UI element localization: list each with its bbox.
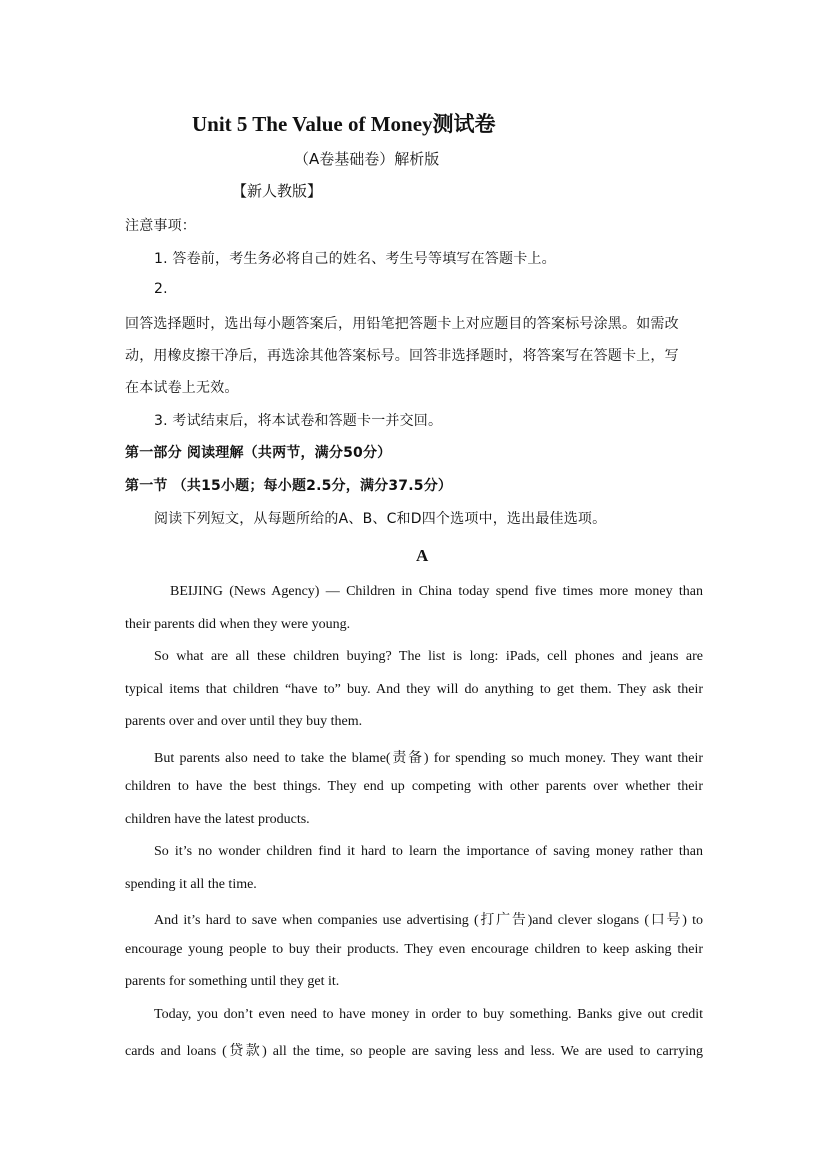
passage-line: children to have the best things. They end up competing with other parents over whether their: [125, 779, 703, 794]
notice-item-3: 3. 考试结束后，将本试卷和答题卡一并交回。: [154, 413, 443, 429]
notice-item-2-line-3: 在本试卷上无效。: [125, 380, 239, 396]
passage-line: parents over and over until they buy them.: [125, 714, 363, 729]
passage-line: typical items that children “have to” buy. And they will do anything to get them. They ask their: [125, 682, 703, 697]
passage-line: So what are all these children buying? The list is long: iPads, cell phones and jeans are: [154, 649, 703, 664]
passage-line: Today, you don’t even need to have money in order to buy something. Banks give out credit: [154, 1007, 703, 1022]
passage-line: their parents did when they were young.: [125, 617, 351, 632]
section-heading: 第一节 （共15小题；每小题2.5分，满分37.5分）: [125, 478, 453, 494]
notice-item-2-line-2: 动，用橡皮擦干净后，再选涂其他答案标号。回答非选择题时，将答案写在答题卡上，写: [125, 348, 679, 364]
notice-item-2-line-1: 回答选择题时，选出每小题答案后，用铅笔把答题卡上对应题目的答案标号涂黑。如需改: [125, 316, 679, 332]
passage-line: cards and loans (贷款) all the time, so people are saving less and less. We are used to carrying: [125, 1044, 703, 1059]
passage-line: spending it all the time.: [125, 877, 257, 892]
notice-item-1: 1. 答卷前，考生务必将自己的姓名、考生号等填写在答题卡上。: [154, 251, 556, 267]
notice-item-2-number: 2.: [154, 281, 168, 297]
document-title: Unit 5 The Value of Money测试卷: [192, 112, 496, 136]
part-heading: 第一部分 阅读理解（共两节，满分50分）: [125, 445, 392, 461]
notice-heading: 注意事项：: [125, 218, 196, 234]
passage-line: encourage young people to buy their products. They even encourage children to keep asking their: [125, 942, 703, 957]
document-subtitle: （A卷基础卷）解析版: [294, 150, 440, 168]
passage-line: BEIJING (News Agency) — Children in China today spend five times more money than: [170, 584, 703, 599]
passage-label: A: [416, 546, 429, 565]
section-instruction: 阅读下列短文，从每题所给的A、B、C和D四个选项中，选出最佳选项。: [154, 511, 607, 527]
passage-line: But parents also need to take the blame(责备) for spending so much money. They want their: [154, 751, 703, 766]
edition-label: 【新人教版】: [232, 182, 323, 200]
passage-line: children have the latest products.: [125, 812, 310, 827]
passage-line: And it’s hard to save when companies use advertising (打广告)and clever slogans (口号) to: [154, 913, 703, 928]
passage-line: parents for something until they get it.: [125, 974, 340, 989]
passage-line: So it’s no wonder children find it hard to learn the importance of saving money rather than: [154, 844, 703, 859]
